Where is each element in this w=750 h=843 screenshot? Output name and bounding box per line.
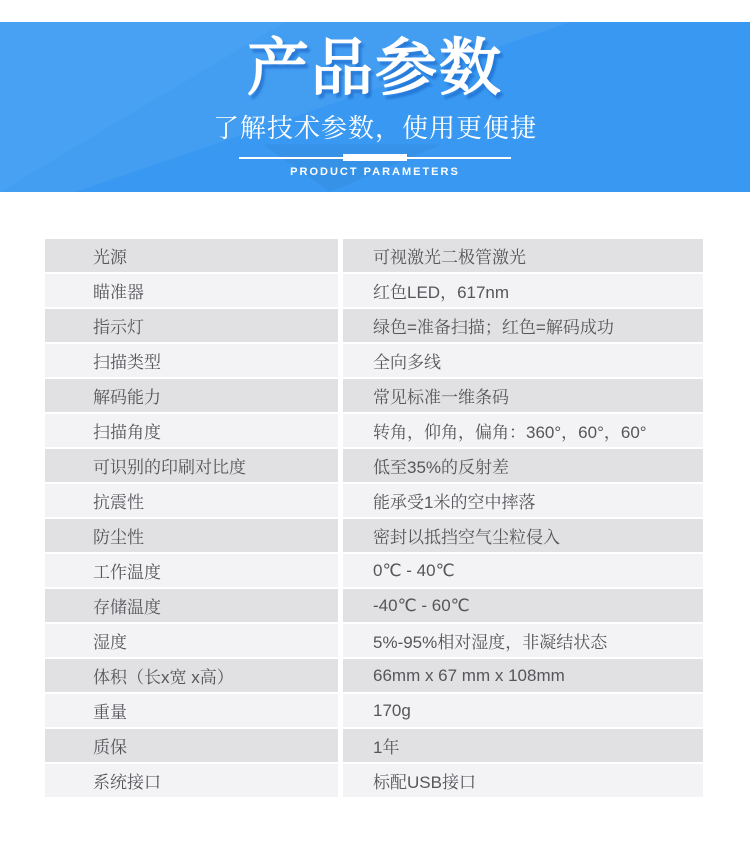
table-row xyxy=(45,589,703,622)
spec-value: 5%-95%相对湿度，非凝结状态 xyxy=(343,624,703,657)
spec-value: 常见标准一维条码 xyxy=(343,379,703,412)
table-row xyxy=(45,239,703,272)
spec-value: 红色LED，617nm xyxy=(343,274,703,307)
table-row xyxy=(45,659,703,692)
table-row xyxy=(45,449,703,482)
spec-label: 系统接口 xyxy=(45,764,338,797)
table-row xyxy=(45,729,703,762)
spec-value: 1年 xyxy=(343,729,703,762)
spec-value: -40℃ - 60℃ xyxy=(343,589,703,622)
spec-label: 扫描角度 xyxy=(45,414,338,447)
spec-value: 绿色=准备扫描；红色=解码成功 xyxy=(343,309,703,342)
spec-label: 湿度 xyxy=(45,624,338,657)
table-row xyxy=(45,344,703,377)
spec-value: 0℃ - 40℃ xyxy=(343,554,703,587)
table-row xyxy=(45,519,703,552)
spec-label: 指示灯 xyxy=(45,309,338,342)
spec-value: 低至35%的反射差 xyxy=(343,449,703,482)
spec-label: 工作温度 xyxy=(45,554,338,587)
product-parameters-page xyxy=(0,22,750,797)
page-subtitle: 了解技术参数，使用更便捷 xyxy=(212,113,537,144)
table-row xyxy=(45,414,703,447)
spec-value: 能承受1米的空中摔落 xyxy=(343,484,703,517)
page-caption-en: PRODUCT PARAMETERS xyxy=(290,166,460,179)
spec-label: 体积（长x宽 x高） xyxy=(45,659,338,692)
table-row xyxy=(45,624,703,657)
divider-center-bar xyxy=(343,154,407,161)
spec-value: 66mm x 67 mm x 108mm xyxy=(343,659,703,692)
spec-label: 质保 xyxy=(45,729,338,762)
spec-value: 可视激光二极管激光 xyxy=(343,239,703,272)
spec-label: 可识别的印刷对比度 xyxy=(45,449,338,482)
spec-label: 瞄准器 xyxy=(45,274,338,307)
table-row xyxy=(45,274,703,307)
table-row xyxy=(45,694,703,727)
table-row xyxy=(45,379,703,412)
banner xyxy=(0,22,750,192)
spec-value: 标配USB接口 xyxy=(343,764,703,797)
spec-label: 解码能力 xyxy=(45,379,338,412)
table-row xyxy=(45,554,703,587)
spec-label: 重量 xyxy=(45,694,338,727)
spec-label: 扫描类型 xyxy=(45,344,338,377)
spec-label: 存储温度 xyxy=(45,589,338,622)
spec-value: 全向多线 xyxy=(343,344,703,377)
spec-label: 光源 xyxy=(45,239,338,272)
table-row xyxy=(45,484,703,517)
spec-table xyxy=(45,239,703,797)
table-row xyxy=(45,309,703,342)
table-row xyxy=(45,764,703,797)
spec-value: 170g xyxy=(343,694,703,727)
spec-value: 转角，仰角，偏角：360°，60°，60° xyxy=(343,414,703,447)
spec-label: 防尘性 xyxy=(45,519,338,552)
page-title: 产品参数 xyxy=(246,34,503,103)
spec-value: 密封以抵挡空气尘粒侵入 xyxy=(343,519,703,552)
spec-label: 抗震性 xyxy=(45,484,338,517)
divider xyxy=(239,154,511,161)
